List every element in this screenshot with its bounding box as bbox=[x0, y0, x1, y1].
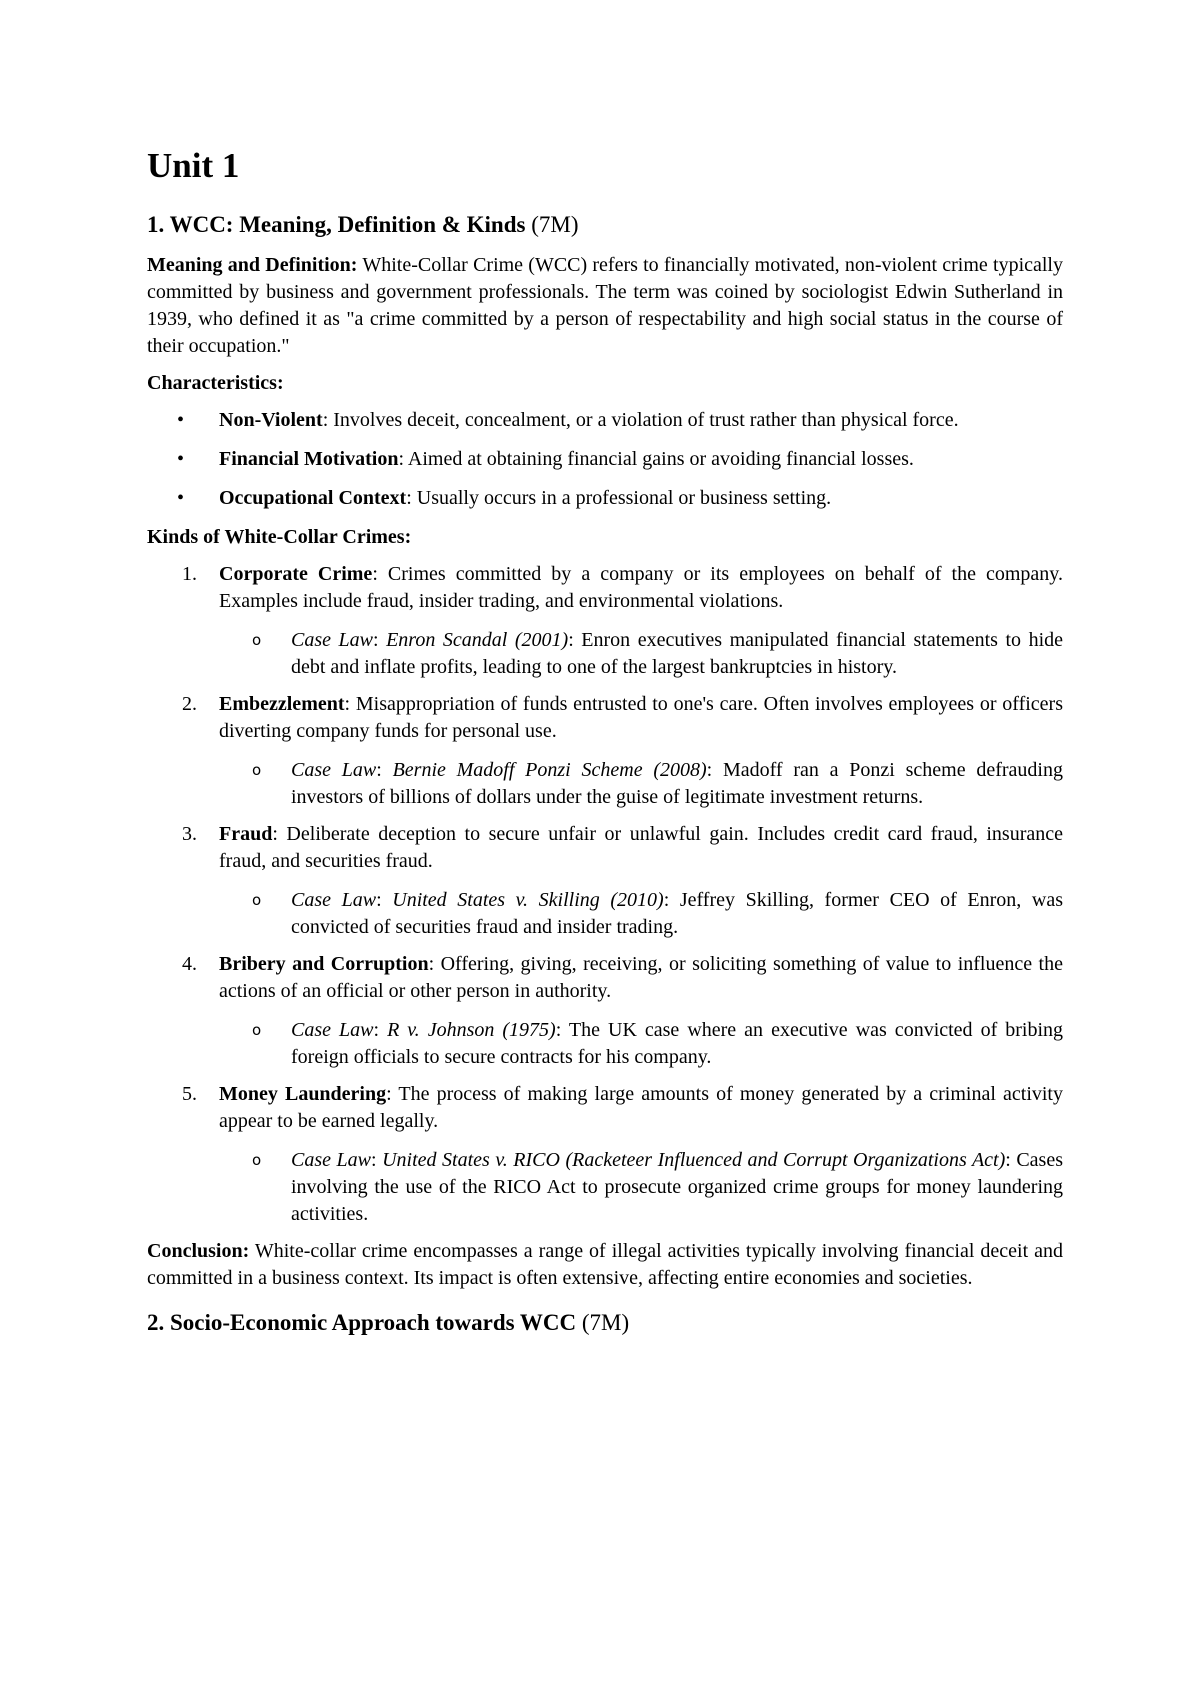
sub-bullet-marker: o bbox=[252, 631, 262, 649]
case-law-entry bbox=[219, 627, 1063, 681]
list-item bbox=[147, 691, 1063, 811]
kind-label: Fraud bbox=[219, 823, 273, 845]
bullet-marker: • bbox=[177, 409, 185, 431]
conclusion-text: White-collar crime encompasses a range of illegal activities typically involving financial deceit and committed in a business context. Its impact is often extensive, affecting entire economies and societies. bbox=[147, 1240, 1063, 1289]
kind-label: Bribery and Corruption bbox=[219, 953, 429, 975]
kind-text: : Offering, giving, receiving, or soliciting something of value to influence the actions of an official or other person in authority. bbox=[219, 953, 1063, 1002]
characteristics-list bbox=[147, 407, 1063, 512]
case-law-sep: : bbox=[373, 629, 387, 651]
case-law-sep: : bbox=[376, 759, 393, 781]
case-law-entry bbox=[219, 1147, 1063, 1228]
kinds-heading: Kinds of White-Collar Crimes: bbox=[147, 526, 412, 548]
case-law-sep: : bbox=[376, 889, 393, 911]
sub-bullet-marker: o bbox=[252, 891, 262, 909]
case-law-prefix: Case Law bbox=[291, 629, 373, 651]
list-item bbox=[147, 821, 1063, 941]
sub-bullet-marker: o bbox=[252, 1021, 262, 1039]
case-name: United States v. RICO (Racketeer Influenced and Corrupt Organizations Act) bbox=[382, 1149, 1006, 1171]
case-law-prefix: Case Law bbox=[291, 1019, 374, 1041]
sub-bullet-marker: o bbox=[252, 761, 262, 779]
kinds-list bbox=[147, 561, 1063, 1228]
item-number: 2. bbox=[182, 693, 197, 715]
case-law-sep: : bbox=[373, 1019, 388, 1041]
section-2-marks: (7M) bbox=[581, 1310, 630, 1335]
characteristic-label: Occupational Context bbox=[219, 487, 407, 509]
characteristic-label: Non-Violent bbox=[219, 409, 323, 431]
kind-text: : The process of making large amounts of money generated by a criminal activity appear to be earned legally. bbox=[219, 1083, 1063, 1132]
item-number: 5. bbox=[182, 1083, 197, 1105]
case-text: : Enron executives manipulated financial statements to hide debt and inflate profits, leading to one of the largest bankruptcies in history. bbox=[291, 629, 1063, 678]
conclusion-paragraph bbox=[147, 1238, 1063, 1292]
list-item bbox=[147, 951, 1063, 1071]
case-name: R v. Johnson (1975) bbox=[387, 1019, 556, 1041]
section-1-marks: (7M) bbox=[531, 212, 579, 237]
case-law-entry bbox=[219, 757, 1063, 811]
bullet-marker: • bbox=[177, 487, 185, 509]
case-law-prefix: Case Law bbox=[291, 759, 377, 781]
sub-bullet-marker: o bbox=[252, 1151, 262, 1169]
list-item bbox=[147, 1081, 1063, 1228]
item-number: 3. bbox=[182, 823, 197, 845]
list-item bbox=[147, 446, 1063, 473]
kind-label: Corporate Crime bbox=[219, 563, 373, 585]
kind-text: : Crimes committed by a company or its employees on behalf of the company. Examples include fraud, insider trading, and environmental violations. bbox=[219, 563, 1063, 612]
case-law-entry bbox=[219, 887, 1063, 941]
item-number: 4. bbox=[182, 953, 197, 975]
case-name: United States v. Skilling (2010) bbox=[392, 889, 664, 911]
characteristic-label: Financial Motivation bbox=[219, 448, 399, 470]
characteristics-heading: Characteristics: bbox=[147, 372, 284, 394]
meaning-paragraph bbox=[147, 252, 1063, 360]
section-2-heading bbox=[147, 1308, 1063, 1338]
list-item bbox=[147, 561, 1063, 681]
section-1-heading-text: 1. WCC: Meaning, Definition & Kinds bbox=[147, 212, 532, 237]
case-text: : Jeffrey Skilling, former CEO of Enron, was convicted of securities fraud and insider trading. bbox=[291, 889, 1064, 938]
section-2-heading-text: 2. Socio-Economic Approach towards WCC bbox=[147, 1310, 582, 1335]
case-law-sep: : bbox=[371, 1149, 383, 1171]
case-text: : Cases involving the use of the RICO Act to prosecute organized crime groups for money laundering activities. bbox=[291, 1149, 1063, 1225]
kind-label: Money Laundering bbox=[219, 1083, 387, 1105]
list-item bbox=[147, 407, 1063, 434]
meaning-label: Meaning and Definition: bbox=[147, 254, 358, 276]
kind-text: : Deliberate deception to secure unfair or unlawful gain. Includes credit card fraud, insurance fraud, and securities fraud. bbox=[219, 823, 1063, 872]
document-title: Unit 1 bbox=[147, 146, 240, 185]
case-name: Bernie Madoff Ponzi Scheme (2008) bbox=[392, 759, 707, 781]
case-law-entry bbox=[219, 1017, 1063, 1071]
characteristic-text: : Aimed at obtaining financial gains or avoiding financial losses. bbox=[398, 448, 914, 470]
case-law-prefix: Case Law bbox=[291, 889, 377, 911]
characteristic-text: : Usually occurs in a professional or business setting. bbox=[406, 487, 832, 509]
section-1-heading bbox=[147, 210, 1063, 240]
meaning-text: White-Collar Crime (WCC) refers to financially motivated, non-violent crime typically committed by business and government professionals. The term was coined by sociologist Edwin Sutherland in 1939, who defined it as "a crime committed by a person of respectability and high social status in the course of their occupation." bbox=[147, 254, 1063, 357]
kind-text: : Misappropriation of funds entrusted to one's care. Often involves employees or officers diverting company funds for personal use. bbox=[219, 693, 1063, 742]
case-text: : The UK case where an executive was convicted of bribing foreign officials to secure contracts for his company. bbox=[291, 1019, 1064, 1068]
item-number: 1. bbox=[182, 563, 197, 585]
case-law-prefix: Case Law bbox=[291, 1149, 371, 1171]
case-text: : Madoff ran a Ponzi scheme defrauding investors of billions of dollars under the guise of legitimate investment returns. bbox=[291, 759, 1063, 808]
list-item bbox=[147, 485, 1063, 512]
conclusion-label: Conclusion: bbox=[147, 1240, 250, 1262]
bullet-marker: • bbox=[177, 448, 185, 470]
characteristic-text: : Involves deceit, concealment, or a violation of trust rather than physical force. bbox=[322, 409, 959, 431]
case-name: Enron Scandal (2001) bbox=[386, 629, 569, 651]
kind-label: Embezzlement bbox=[219, 693, 345, 715]
